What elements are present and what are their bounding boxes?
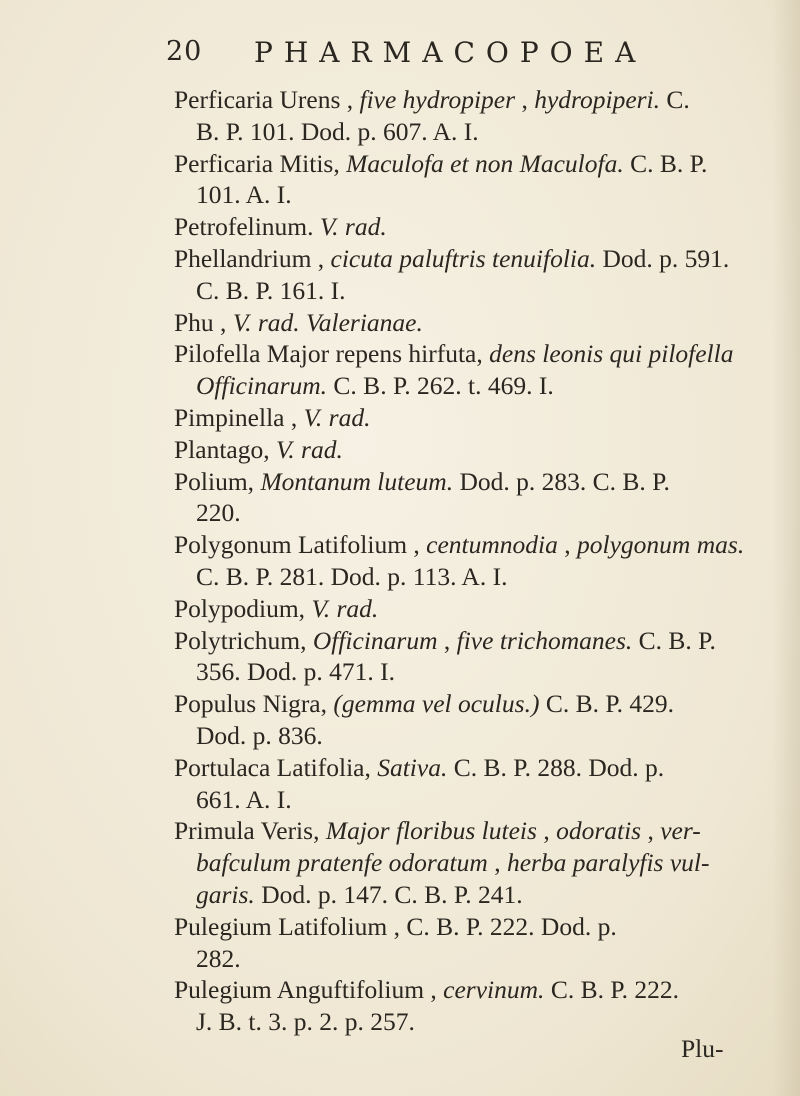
page-edge-shadow — [772, 0, 800, 1096]
entry-perficaria-mitis: Perficaria Mitis, Maculofa et non Maculofa. C. B. P. 101. A. I. — [174, 148, 774, 212]
entry-continuation: J. B. t. 3. p. 2. p. 257. — [196, 1007, 415, 1037]
entry-continuation: Dod. p. 836. — [196, 720, 323, 750]
entry-continuation: B. P. 101. Dod. p. 607. A. I. — [196, 116, 479, 146]
entry-list — [174, 84, 774, 1038]
entry-primula-veris: Primula Veris, Major floribus luteis , odoratis , ver- bafculum pratenfe odoratum , herba paralyfis vul- garis. Dod. p. 147. C. B. P. 241. — [174, 815, 774, 910]
entry-pulegium-latifolium: Pulegium Latifolium , C. B. P. 222. Dod. p. 282. — [174, 911, 774, 975]
entry-pulegium-anguftifolium: Pulegium Anguftifolium , cervinum. C. B. P. 222. J. B. t. 3. p. 2. p. 257. — [174, 974, 774, 1038]
entry-continuation: bafculum pratenfe odoratum , herba paralyfis vul- — [196, 848, 710, 878]
entry-continuation: C. B. P. 161. I. — [196, 275, 346, 305]
entry-continuation: 282. — [196, 943, 241, 973]
entry-polytrichum: Polytrichum, Officinarum , five trichomanes. C. B. P. 356. Dod. p. 471. I. — [174, 625, 774, 689]
entry-polygonum-latifolium: Polygonum Latifolium , centumnodia , polygonum mas. C. B. P. 281. Dod. p. 113. A. I. — [174, 529, 774, 593]
page-number: 20 — [166, 36, 203, 67]
entry-pimpinella: Pimpinella , V. rad. — [174, 402, 371, 432]
entry-portulaca: Portulaca Latifolia, Sativa. C. B. P. 288. Dod. p. 661. A. I. — [174, 752, 774, 816]
entry-continuation: 101. A. I. — [196, 180, 292, 210]
entry-phu: Phu , V. rad. Valerianae. — [174, 307, 423, 337]
entry-polypodium: Polypodium, V. rad. — [174, 593, 379, 623]
entry-populus-nigra: Populus Nigra, (gemma vel oculus.) C. B. P. 429. Dod. p. 836. — [174, 688, 774, 752]
entry-pilofella-major: Pilofella Major repens hirfuta, dens leonis qui pilofella Officinarum. C. B. P. 262. t. 469. I. — [174, 338, 774, 402]
page-header — [166, 36, 646, 72]
entry-plantago: Plantago, V. rad. — [174, 434, 343, 464]
entry-perficaria-urens: Perficaria Urens , five hydropiper , hydropiperi. C. B. P. 101. Dod. p. 607. A. I. — [174, 84, 774, 148]
entry-phellandrium: Phellandrium , cicuta paluftris tenuifolia. Dod. p. 591. C. B. P. 161. I. — [174, 243, 774, 307]
running-title: PHARMACOPOEA — [254, 36, 647, 69]
entry-polium: Polium, Montanum luteum. Dod. p. 283. C. B. P. 220. — [174, 466, 774, 530]
entry-continuation: garis. Dod. p. 147. C. B. P. 241. — [196, 879, 523, 909]
catchword: Plu- — [681, 1034, 724, 1063]
entry-continuation: Officinarum. C. B. P. 262. t. 469. I. — [196, 371, 554, 401]
entry-continuation: 356. Dod. p. 471. I. — [196, 657, 396, 687]
entry-petrofelinum: Petrofelinum. V. rad. — [174, 212, 387, 242]
entry-continuation: C. B. P. 281. Dod. p. 113. A. I. — [196, 561, 508, 591]
entry-continuation: 661. A. I. — [196, 784, 292, 814]
entry-continuation: 220. — [196, 498, 241, 528]
